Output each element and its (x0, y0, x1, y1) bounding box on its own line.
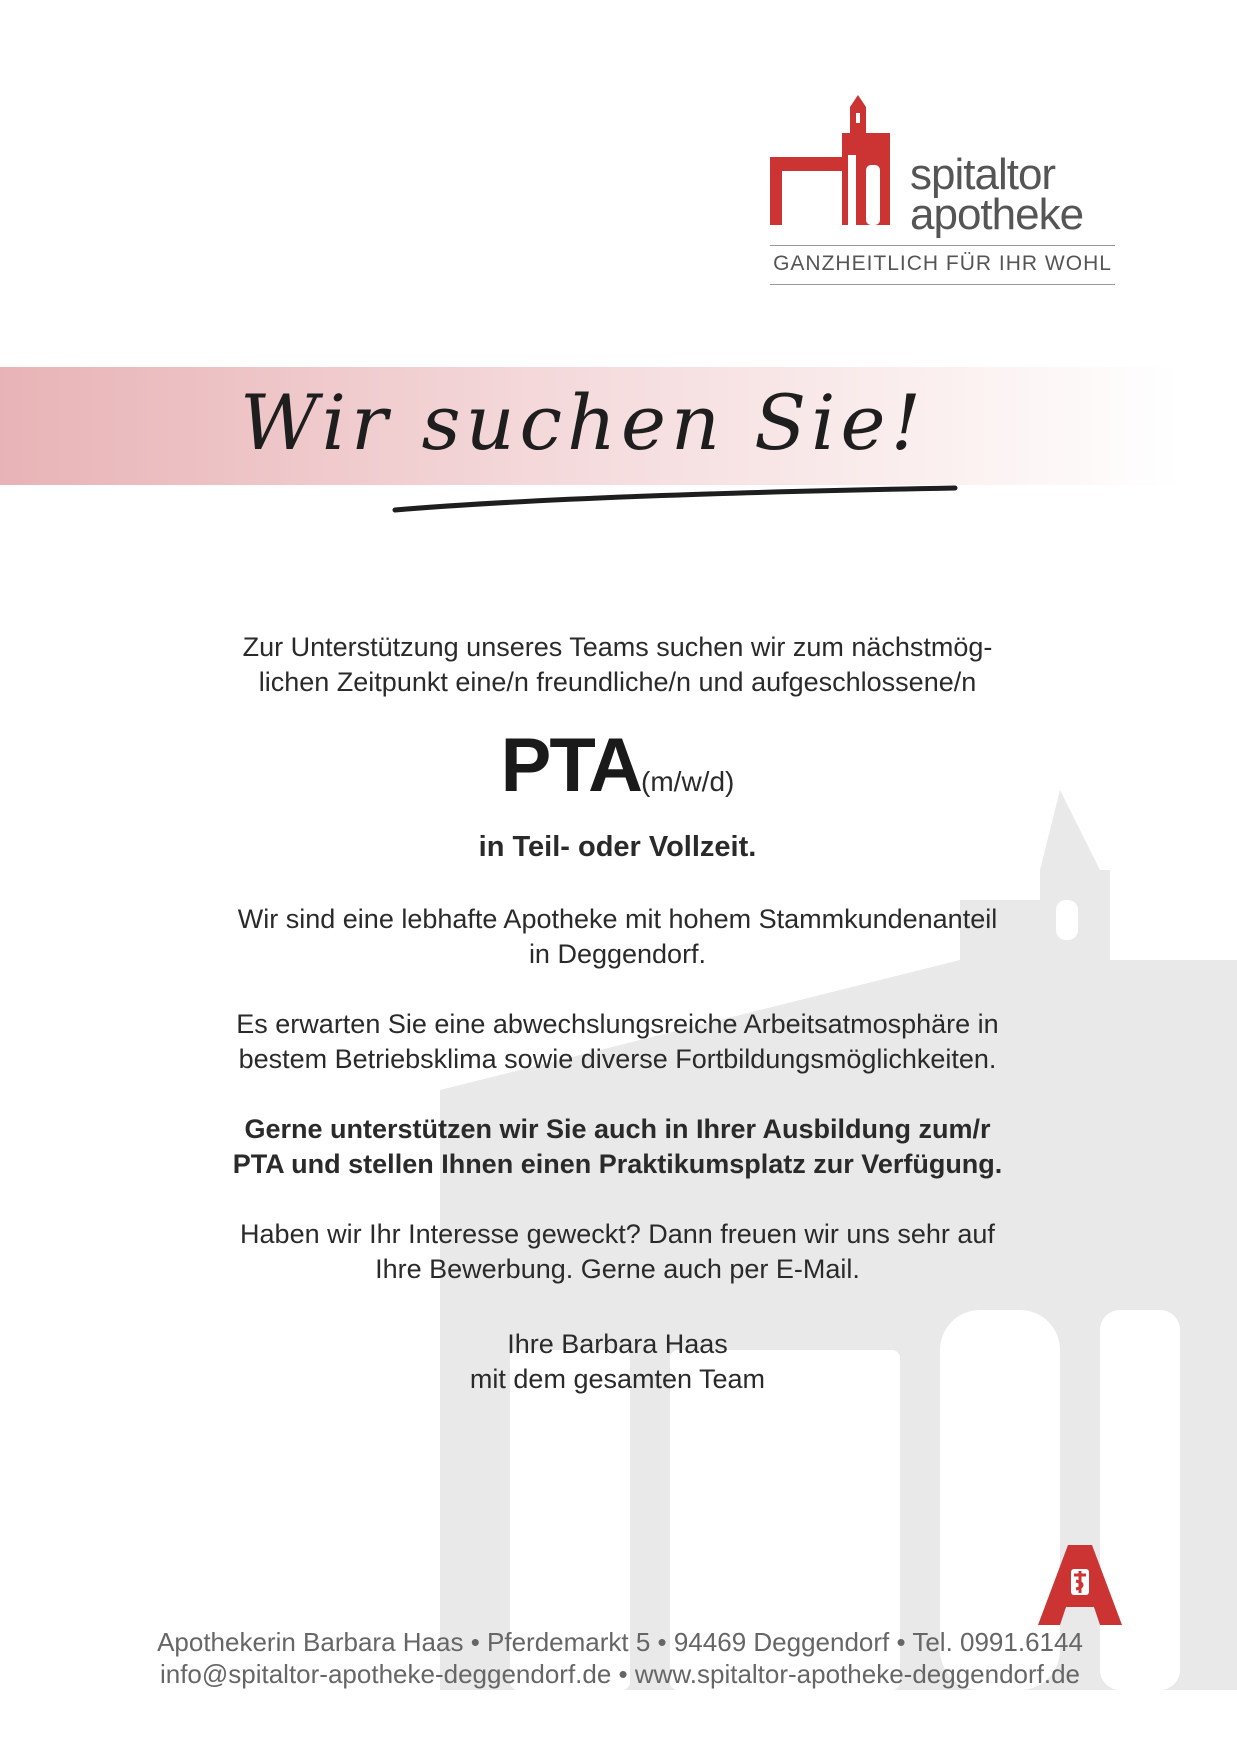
paragraph-pharmacy-line-2: in Deggendorf. (528, 939, 707, 969)
footer-contact[interactable]: info@spitaltor-apotheke-deggendorf.de • www.spitaltor-apotheke-deggendorf.de (159, 1659, 1081, 1689)
job-title-line (150, 723, 1085, 822)
brand-tagline: GANZHEITLICH FÜR IHR WOHL (770, 245, 1115, 285)
job-ad-content (150, 630, 1085, 1397)
paragraph-atmosphere-line-2: bestem Betriebsklima sowie diverse Fortbildungsmöglichkeiten. (238, 1044, 997, 1074)
paragraph-application-line-1: Haben wir Ihr Interesse geweckt? Dann freuen wir uns sehr auf (240, 1219, 995, 1249)
paragraph-training-line-2: PTA und stellen Ihnen einen Praktikumsplatz zur Verfügung. (232, 1149, 1003, 1179)
signature-line-1: Ihre Barbara Haas (507, 1329, 728, 1359)
underline-swoosh (390, 480, 960, 516)
paragraph-training (150, 1112, 1085, 1182)
signature (150, 1327, 1085, 1397)
paragraph-pharmacy (150, 902, 1085, 972)
paragraph-application-line-2: Ihre Bewerbung. Gerne auch per E-Mail. (375, 1254, 860, 1284)
job-title: PTA (500, 723, 642, 808)
brand-name-line2: apotheke (910, 190, 1084, 239)
brand-logo (770, 95, 1120, 285)
brand-name-line1: spitaltor (910, 150, 1056, 199)
work-time: in Teil- oder Vollzeit. (478, 831, 757, 863)
signature-line-2: mit dem gesamten Team (469, 1364, 766, 1394)
headline: Wir suchen Sie! (240, 378, 927, 467)
paragraph-training-line-1: Gerne unterstützen wir Sie auch in Ihrer Ausbildung zum/r (244, 1114, 991, 1144)
intro-text (150, 630, 1085, 700)
paragraph-pharmacy-line-1: Wir sind eine lebhafte Apotheke mit hohem Stammkundenanteil (237, 904, 998, 934)
apotheke-a-icon (1038, 1545, 1122, 1625)
paragraph-application (150, 1217, 1085, 1287)
job-title-suffix: (m/w/d) (641, 766, 735, 797)
intro-line-1: Zur Unterstützung unseres Teams suchen wir zum nächstmög- (242, 632, 993, 662)
intro-line-2: lichen Zeitpunkt eine/n freundliche/n und aufgeschlossene/n (258, 667, 977, 697)
paragraph-atmosphere-line-1: Es erwarten Sie eine abwechslungsreiche Arbeitsatmosphäre in (236, 1009, 999, 1039)
footer (80, 1626, 1160, 1690)
paragraph-atmosphere (150, 1007, 1085, 1077)
footer-address: Apothekerin Barbara Haas • Pferdemarkt 5 • 94469 Deggendorf • Tel. 0991.6144 (157, 1627, 1083, 1657)
spitaltor-logo-icon (770, 95, 905, 225)
brand-name (910, 150, 1084, 239)
